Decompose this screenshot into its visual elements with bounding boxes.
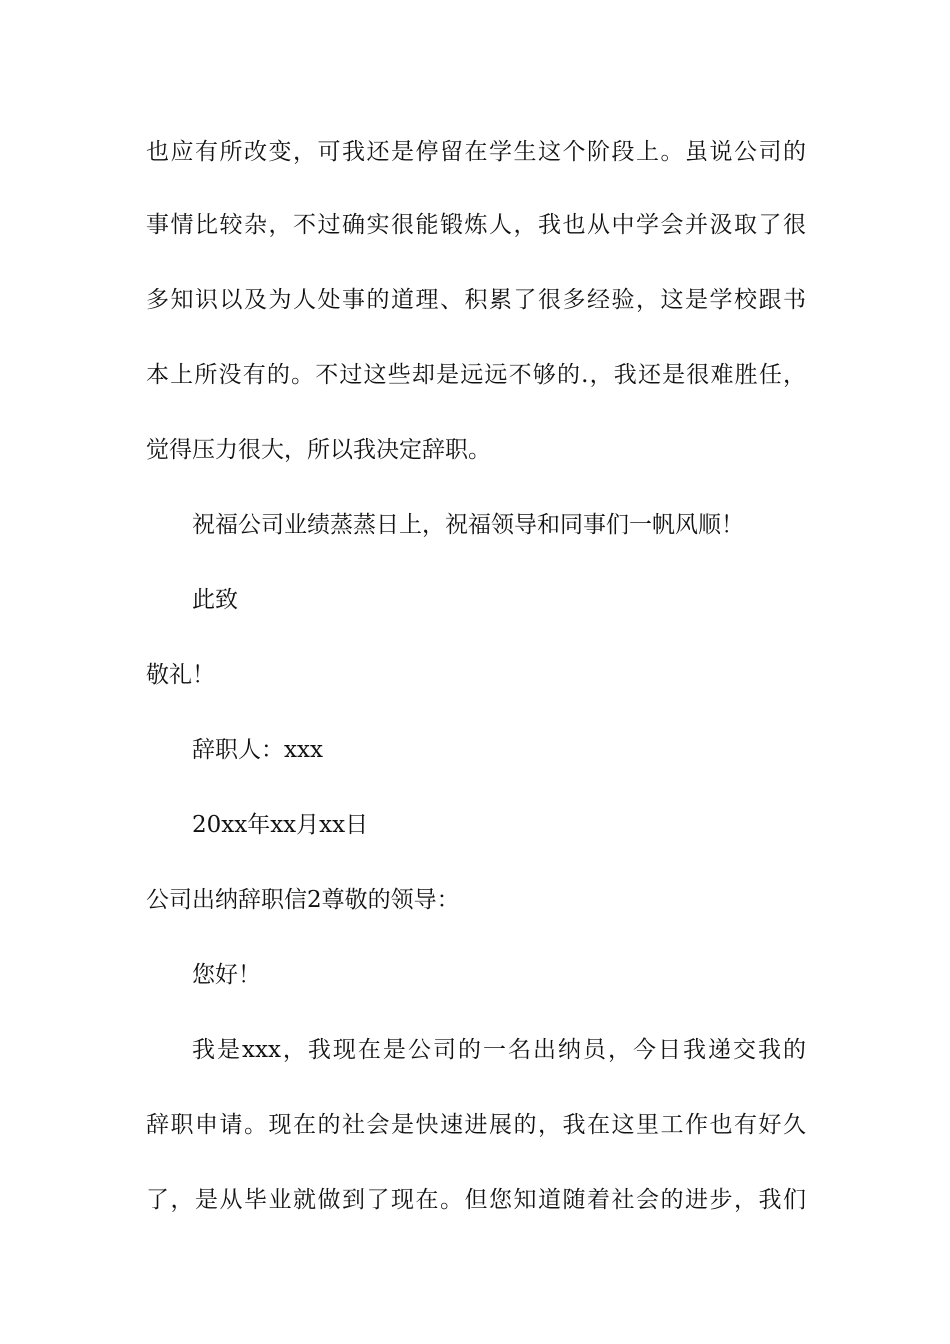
salutation-cizhi: 此致 — [192, 587, 238, 613]
paragraph-line: 我是xxx，我现在是公司的一名出纳员，今日我递交我的 — [192, 1037, 806, 1063]
closing-wish: 祝福公司业绩蒸蒸日上，祝福领导和同事们一帆风顺！ — [192, 512, 744, 538]
paragraph-line: 辞职申请。现在的社会是快速进展的，我在这里工作也有好久 — [146, 1112, 806, 1138]
greeting: 您好！ — [192, 962, 261, 988]
salutation-jingli: 敬礼！ — [146, 662, 215, 688]
paragraph-line: 多知识以及为人处事的道理、积累了很多经验，这是学校跟书 — [146, 287, 806, 313]
paragraph-line: 觉得压力很大，所以我决定辞职。 — [146, 437, 491, 463]
letter-heading: 公司出纳辞职信2尊敬的领导： — [146, 887, 460, 913]
paragraph-line: 了，是从毕业就做到了现在。但您知道随着社会的进步，我们 — [146, 1187, 806, 1213]
paragraph-line: 事情比较杂，不过确实很能锻炼人，我也从中学会并汲取了很 — [146, 212, 806, 238]
paragraph-line: 本上所没有的。不过这些却是远远不够的.，我还是很难胜任， — [146, 362, 806, 388]
paragraph-line: 也应有所改变，可我还是停留在学生这个阶段上。虽说公司的 — [146, 139, 806, 165]
signature-date: 20xx年xx月xx日 — [192, 812, 369, 838]
signature-name: 辞职人：xxx — [192, 737, 323, 763]
